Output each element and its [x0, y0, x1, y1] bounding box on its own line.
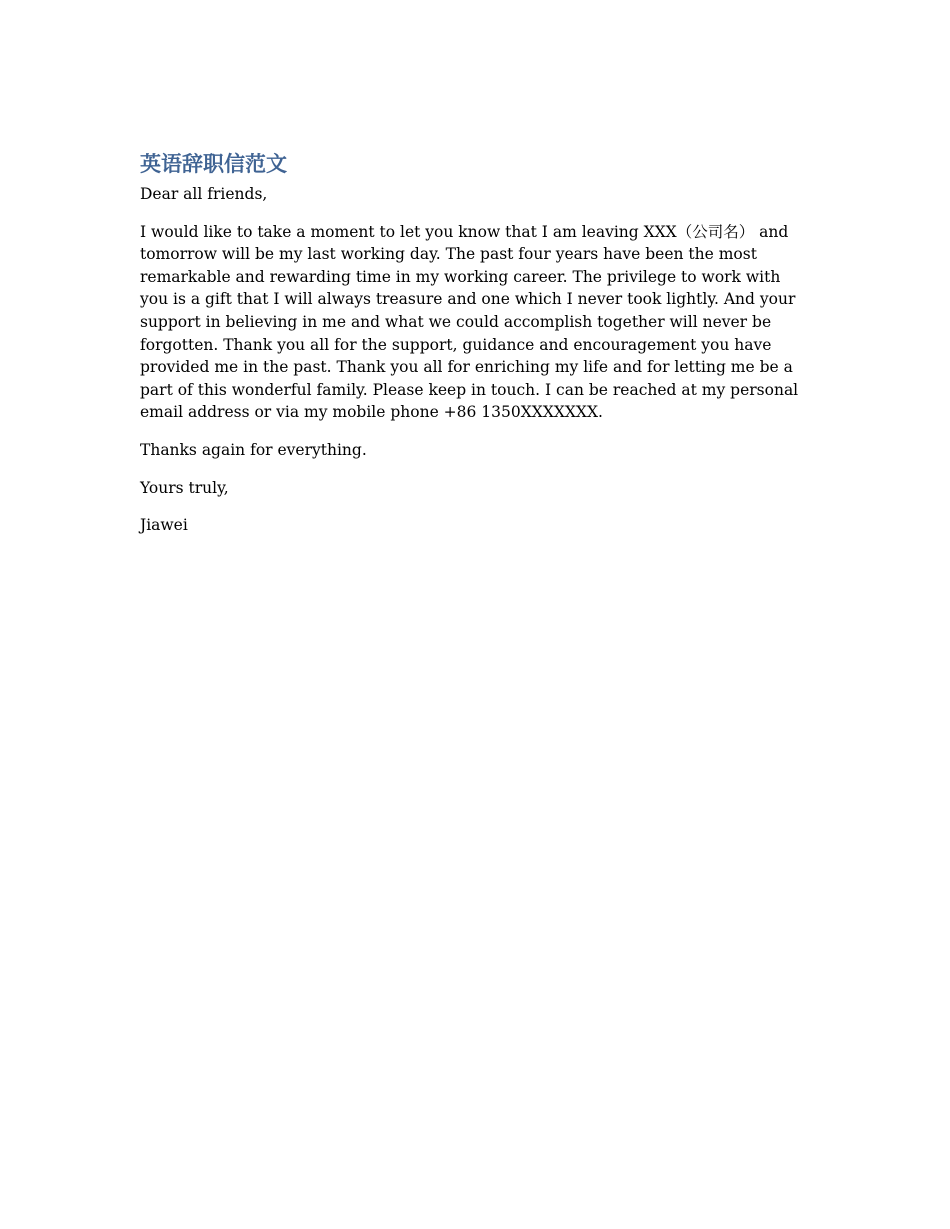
- signature: Jiawei: [140, 516, 188, 535]
- thanks-line: Thanks again for everything.: [140, 440, 367, 459]
- closing-line: Yours truly,: [140, 478, 229, 497]
- letter-content: [140, 149, 812, 552]
- salutation: Dear all friends,: [140, 185, 268, 203]
- document-title: 英语辞职信范文: [140, 152, 287, 176]
- body-paragraph: I would like to take a moment to let you know that I am leaving XXX（公司名） and tomorrow will be my last working day. The past four years have been the most remarkable and rewarding time in my working career. The privilege to work with you is a gift that I will always treasure and one which I never took lightly. And your support in believing in me and what we could accomplish together will never be forgotten. Thank you all for the support, guidance and encouragement you have provided me in the past. Thank you all for enriching my life and for letting me be a part of this wonderful family. Please keep in touch. I can be reached at my personal email address or via my mobile phone +86 1350XXXXXXX.: [140, 222, 799, 422]
